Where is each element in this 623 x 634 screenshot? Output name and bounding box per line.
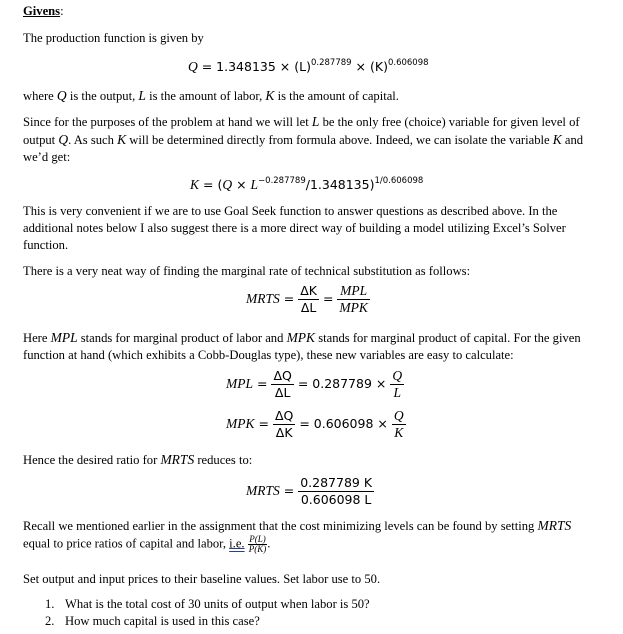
mrts-equation: MRTS = $\frac{\Delta K}{\Delta L}$ = $\frac{\text{MPL}}{\text{MPK}}$ bbox=[246, 283, 368, 315]
list-item: 2. How much capital is used in this case? bbox=[45, 614, 260, 628]
mpk-equation: MPK = $\frac{\Delta Q}{\Delta K}$ = 0.606098 × $\frac{Q}{K}$ bbox=[226, 408, 404, 440]
list-item: 1. What is the total cost of 30 units of output when labor is 50? bbox=[45, 597, 370, 611]
production-function-equation: $Q = 1.348135 \times (L)^{0.287789} \times (K)^{0.606098}$ bbox=[188, 58, 429, 74]
set-output-text: Set output and input prices to their baseline values. Set labor use to 50. bbox=[23, 572, 381, 586]
purposes-paragraph: Since for the purposes of the problem at hand we will let L be the only free (choice) variable for given level of output Q. As such K will be determined directly from formula above. Indeed, we can isolate the variable K and we’d get: bbox=[23, 114, 584, 164]
section-heading: Givens: bbox=[23, 4, 64, 18]
here-paragraph: Here MPL stands for marginal product of labor and MPK stands for marginal product of capital. For the given function at hand (which exhibits a Cobb-Douglas type), these new variables are easy to calculate: bbox=[23, 330, 581, 362]
capital-equation: $K = (Q \times L^{-0.287789}/1.348135)^{1/0.606098}$ bbox=[190, 176, 424, 192]
hence-text: Hence the desired ratio for MRTS reduces to: bbox=[23, 452, 253, 467]
question-list bbox=[23, 596, 370, 630]
fraction-dk-dl: $\frac{\Delta K}{\Delta L}$ bbox=[300, 283, 317, 315]
fraction-mpl-mpk: $\frac{\text{MPL}}{\text{MPK}}$ bbox=[339, 283, 368, 315]
goal-seek-paragraph: This is very convenient if we are to use Goal Seek function to answer questions as described above. In the additional notes below I also suggest there is a more direct way of building a model utilizing Excel’s Solver function. bbox=[23, 204, 566, 252]
mpl-equation: MPL = $\frac{\Delta Q}{\Delta L}$ = 0.287789 × $\frac{Q}{L}$ bbox=[226, 368, 403, 400]
price-ratio-fraction: $\frac{P(L)}{P(K)}$ bbox=[248, 534, 267, 554]
recall-paragraph: Recall we mentioned earlier in the assignment that the cost minimizing levels can be found by setting MRTS equal to price ratios of capital and labor, i.e. $\frac{P(L)}{P(K)}$ . bbox=[23, 518, 572, 554]
variable-definitions: where Q is the output, L is the amount of labor, K is the amount of capital. bbox=[23, 88, 399, 103]
neat-way-text: There is a very neat way of finding the marginal rate of technical substitution as follows: bbox=[23, 264, 471, 278]
intro-text: The production function is given by bbox=[23, 31, 204, 45]
mrts-ratio-equation: MRTS = $\frac{0.287789 K}{0.606098 L}$ bbox=[246, 475, 373, 507]
